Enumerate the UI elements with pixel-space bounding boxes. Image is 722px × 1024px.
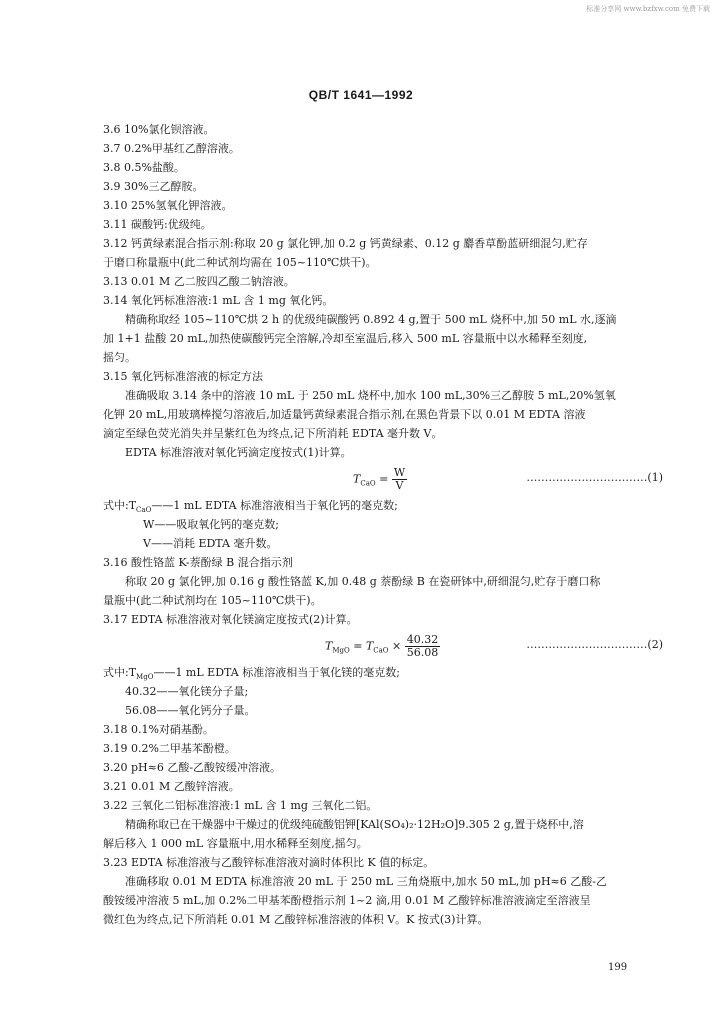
text-line: 3.21 0.01 M 乙酸锌溶液。 (103, 780, 240, 793)
equation-2 (103, 629, 663, 663)
text-line: 解后移入 1 000 mL 容量瓶中,用水稀释至刻度,摇匀。 (103, 837, 368, 850)
text-line: 称取 20 g 氯化钾,加 0.16 g 酸性铬蓝 K,加 0.48 g 萘酚绿 B 在瓷研钵中,研细混匀,贮存于磨口称 (125, 575, 601, 588)
text-line: 精确称取已在干燥器中干燥过的优级纯硫酸铝钾[KAl(SO₄)₂·12H₂O]9.305 2 g,置于烧杯中,溶 (125, 818, 584, 831)
where-def: ——1 mL EDTA 标准溶液相当于氧化镁的毫克数; (153, 666, 400, 679)
text-line: 3.7 0.2%甲基红乙醇溶液。 (103, 142, 240, 155)
text-line (103, 496, 663, 515)
eq2-sub: MgO (332, 646, 350, 655)
eq2-times: × (388, 639, 405, 653)
text-line: 3.16 酸性铬蓝 K-萘酚绿 B 混合指示剂 (103, 556, 293, 569)
text-line: 3.8 0.5%盐酸。 (103, 161, 185, 174)
eq2-numerator: 40.32 (406, 633, 439, 646)
eq2-lhs: T (325, 639, 333, 653)
equation-1 (103, 462, 663, 496)
text-line: 3.12 钙黄绿素混合指示剂:称取 20 g 氯化钾,加 0.2 g 钙黄绿素、0.12 g 麝香草酚蓝研细混匀,贮存 (103, 237, 588, 250)
text-line: EDTA 标准溶液对氧化钙滴定度按式(1)计算。 (125, 446, 352, 459)
equation-1-number: ……………………………(1) (526, 471, 663, 484)
text-line: 加 1+1 盐酸 20 mL,加热使碳酸钙完全溶解,冷却至室温后,移入 500 mL 容量瓶中以水稀释至刻度, (103, 332, 588, 345)
standard-number: QB/T 1641—1992 (308, 88, 414, 102)
eq1-fraction (392, 467, 407, 492)
eq1-equals: = (375, 472, 392, 486)
page-number: 199 (608, 962, 628, 973)
text-line: 摇匀。 (103, 351, 136, 364)
text-line: 滴定至绿色荧光消失并呈紫红色为终点,记下所消耗 EDTA 毫升数 V。 (103, 427, 443, 440)
eq2-denominator: 56.08 (406, 646, 439, 659)
text-line: 酸铵缓冲溶液 5 mL,加 0.2%二甲基苯酚橙指示剂 1~2 滴,用 0.01 M 乙酸锌标准溶液滴定至溶液呈 (103, 894, 591, 907)
where-def: ——1 mL EDTA 标准溶液相当于氧化钙的毫克数; (151, 499, 398, 512)
where-label: 式中:T (103, 666, 137, 679)
text-line: 3.22 三氧化二铝标准溶液:1 mL 含 1 mg 三氧化二铝。 (103, 799, 378, 812)
text-line: 3.15 氧化钙标准溶液的标定方法 (103, 370, 263, 383)
text-line: 于磨口称量瓶中(此二种试剂均需在 105~110℃烘干)。 (103, 256, 377, 269)
text-line (103, 663, 663, 682)
text-line: 3.19 0.2%二甲基苯酚橙。 (103, 742, 236, 755)
eq1-denominator: V (395, 479, 404, 492)
document-body (103, 120, 663, 929)
text-line: 3.10 25%氢氧化钾溶液。 (103, 199, 233, 212)
text-line: 3.14 氧化钙标准溶液:1 mL 含 1 mg 氧化钙。 (103, 294, 334, 307)
text-line: 准确吸取 3.14 条中的溶液 10 mL 于 250 mL 烧杯中,加水 100 mL,30%三乙醇胺 5 mL,20%氢氧 (125, 389, 616, 402)
text-line: 3.11 碳酸钙:优级纯。 (103, 218, 212, 231)
text-line: 准确移取 0.01 M EDTA 标准溶液 20 mL 于 250 mL 三角烧瓶中,加水 50 mL,加 pH≈6 乙酸-乙 (125, 875, 607, 888)
text-line: 3.18 0.1%对硝基酚。 (103, 723, 214, 736)
equation-2-number: ……………………………(2) (526, 638, 663, 651)
eq2-fraction (405, 634, 441, 659)
eq2-mid: = T (349, 639, 374, 653)
text-line: 3.17 EDTA 标准溶液对氧化镁滴定度按式(2)计算。 (103, 613, 358, 626)
text-line: 3.6 10%氯化钡溶液。 (103, 123, 215, 136)
eq1-sub: CaO (360, 479, 376, 488)
text-line: 量瓶中(此二种试剂均在 105~110℃烘干)。 (103, 594, 322, 607)
text-line: 3.9 30%三乙醇胺。 (103, 180, 204, 193)
text-line: 微红色为终点,记下所消耗 0.01 M 乙酸锌标准溶液的体积 V。K 按式(3)计算。 (103, 913, 489, 926)
text-line: 3.20 pH≈6 乙酸-乙酸铵缓冲溶液。 (103, 761, 282, 774)
watermark: 标准分享网 www.bzfxw.com 免费下载 (586, 5, 710, 13)
equation-1-formula (353, 467, 407, 492)
where-label: 式中:T (103, 499, 137, 512)
text-line: 3.23 EDTA 标准溶液与乙酸锌标准溶液对滴时体积比 K 值的标定。 (103, 856, 435, 869)
text-line: W——吸取氧化钙的毫克数; (143, 518, 280, 531)
eq1-lhs: T (353, 472, 361, 486)
eq1-numerator: W (393, 466, 406, 479)
where-sub: MgO (136, 673, 154, 682)
text-line: 40.32——氧化镁分子量; (125, 685, 249, 698)
text-line: 3.13 0.01 M 乙二胺四乙酸二钠溶液。 (103, 275, 295, 288)
eq2-sub2: CaO (373, 646, 389, 655)
text-line: 精确称取经 105~110℃烘 2 h 的优级纯碳酸钙 0.892 4 g,置于 500 mL 烧杯中,加 50 mL 水,逐滴 (125, 313, 617, 326)
equation-2-formula (325, 634, 440, 659)
text-line: V——消耗 EDTA 毫升数。 (143, 537, 278, 550)
text-line: 化钾 20 mL,用玻璃棒搅匀溶液后,加适量钙黄绿素混合指示剂,在黑色背景下以 0.01 M EDTA 溶液 (103, 408, 586, 421)
where-sub: CaO (136, 506, 152, 515)
text-line: 56.08——氧化钙分子量。 (125, 704, 256, 717)
